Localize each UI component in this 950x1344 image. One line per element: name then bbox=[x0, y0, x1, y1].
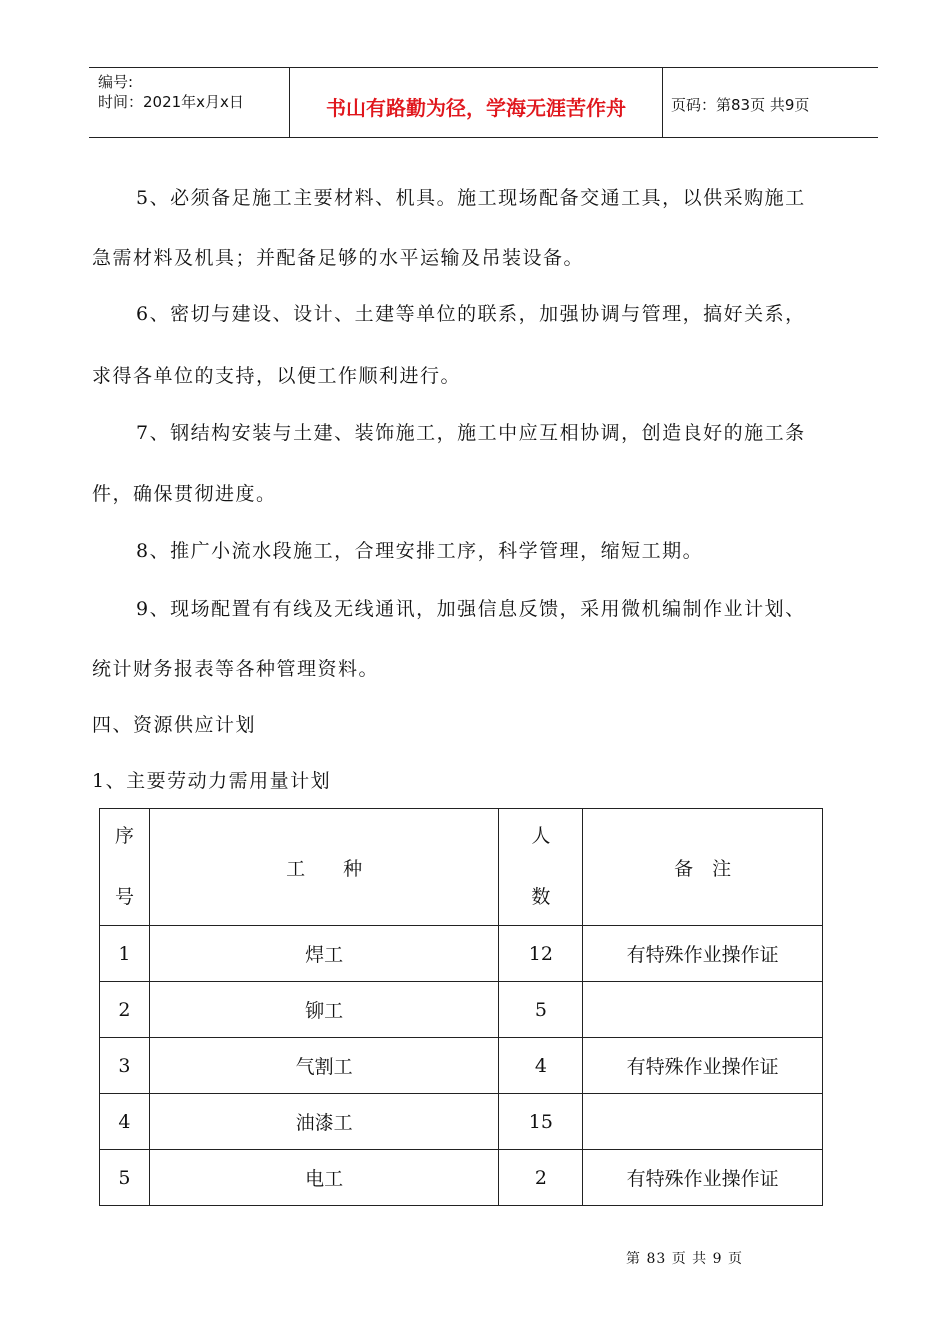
page-header bbox=[89, 67, 878, 138]
cell-remark: 有特殊作业操作证 bbox=[583, 926, 823, 982]
section-heading: 四、资源供应计划 bbox=[92, 714, 257, 736]
cell-seq: 5 bbox=[100, 1150, 150, 1206]
cell-seq: 2 bbox=[100, 982, 150, 1038]
table-row bbox=[100, 1150, 823, 1206]
page-footer: 第 83 页 共 9 页 bbox=[626, 1251, 743, 1267]
subsection-heading: 1、主要劳动力需用量计划 bbox=[92, 770, 332, 792]
cell-seq: 4 bbox=[100, 1094, 150, 1150]
paragraph-line: 9、现场配置有有线及无线通讯，加强信息反馈，采用微机编制作业计划、 bbox=[136, 598, 806, 620]
cell-seq: 1 bbox=[100, 926, 150, 982]
paragraph-line: 6、密切与建设、设计、土建等单位的联系，加强协调与管理，搞好关系， bbox=[136, 303, 806, 325]
table-row bbox=[100, 982, 823, 1038]
header-trade: 工 种 bbox=[149, 809, 498, 926]
cell-remark bbox=[583, 1094, 823, 1150]
labor-plan-table bbox=[99, 808, 823, 1206]
paragraph-line: 7、钢结构安装与土建、装饰施工，施工中应互相协调，创造良好的施工条 bbox=[136, 422, 806, 444]
table-header-row bbox=[100, 809, 823, 926]
paragraph-line: 5、必须备足施工主要材料、机具。施工现场配备交通工具，以供采购施工 bbox=[136, 187, 806, 209]
paragraph-line: 统计财务报表等各种管理资料。 bbox=[92, 658, 380, 680]
paragraph-line: 求得各单位的支持，以便工作顺利进行。 bbox=[92, 365, 462, 387]
cell-trade: 焊工 bbox=[149, 926, 498, 982]
table-row bbox=[100, 1094, 823, 1150]
header-count: 人 数 bbox=[499, 809, 583, 926]
header-motto-cell bbox=[290, 68, 663, 137]
cell-remark: 有特殊作业操作证 bbox=[583, 1150, 823, 1206]
motto: 书山有路勤为径，学海无涯苦作舟 bbox=[326, 96, 626, 120]
table-row bbox=[100, 1038, 823, 1094]
cell-count: 15 bbox=[499, 1094, 583, 1150]
table-row bbox=[100, 926, 823, 982]
cell-trade: 油漆工 bbox=[149, 1094, 498, 1150]
cell-remark bbox=[583, 982, 823, 1038]
cell-count: 12 bbox=[499, 926, 583, 982]
cell-seq: 3 bbox=[100, 1038, 150, 1094]
page-label: 页码：第83页 共9页 bbox=[671, 96, 810, 114]
time-label: 时间：2021年x月x日 bbox=[98, 93, 244, 111]
cell-trade: 电工 bbox=[149, 1150, 498, 1206]
cell-trade: 铆工 bbox=[149, 982, 498, 1038]
header-seq: 序 号 bbox=[100, 809, 150, 926]
header-remark: 备 注 bbox=[583, 809, 823, 926]
cell-trade: 气割工 bbox=[149, 1038, 498, 1094]
cell-count: 2 bbox=[499, 1150, 583, 1206]
serial-label: 编号: bbox=[98, 73, 134, 91]
paragraph-line: 8、推广小流水段施工，合理安排工序，科学管理，缩短工期。 bbox=[136, 540, 704, 562]
cell-count: 4 bbox=[499, 1038, 583, 1094]
header-page-cell bbox=[663, 68, 878, 137]
cell-remark: 有特殊作业操作证 bbox=[583, 1038, 823, 1094]
header-meta-cell bbox=[89, 68, 290, 137]
cell-count: 5 bbox=[499, 982, 583, 1038]
paragraph-line: 急需材料及机具；并配备足够的水平运输及吊装设备。 bbox=[92, 247, 585, 269]
paragraph-line: 件，确保贯彻进度。 bbox=[92, 483, 277, 505]
